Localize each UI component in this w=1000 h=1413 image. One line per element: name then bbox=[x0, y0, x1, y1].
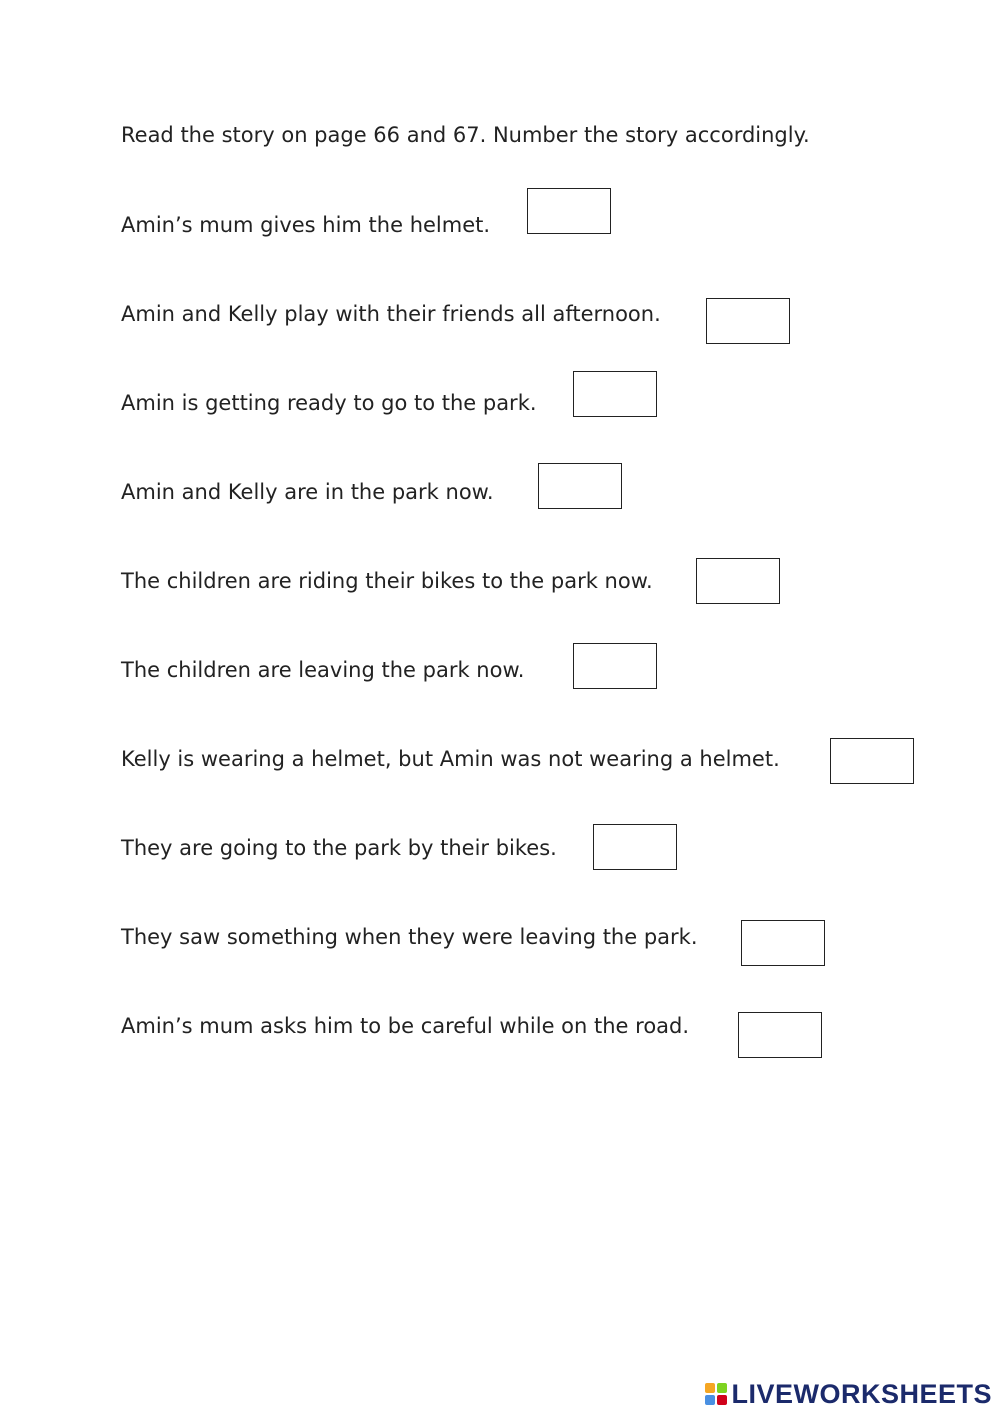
answer-box-10[interactable] bbox=[738, 1012, 822, 1058]
liveworksheets-logo-icon bbox=[705, 1383, 727, 1405]
logo-square-red bbox=[717, 1395, 727, 1405]
liveworksheets-footer bbox=[705, 1377, 992, 1411]
answer-box-9[interactable] bbox=[741, 920, 825, 966]
sentence-4: Amin and Kelly are in the park now. bbox=[121, 480, 494, 504]
answer-box-4[interactable] bbox=[538, 463, 622, 509]
sentence-7: Kelly is wearing a helmet, but Amin was not wearing a helmet. bbox=[121, 747, 780, 771]
sentence-3: Amin is getting ready to go to the park. bbox=[121, 391, 537, 415]
logo-square-blue bbox=[705, 1395, 715, 1405]
logo-square-orange bbox=[705, 1383, 715, 1393]
sentence-10: Amin’s mum asks him to be careful while on the road. bbox=[121, 1014, 690, 1038]
sentence-6: The children are leaving the park now. bbox=[121, 658, 525, 682]
instruction-text: Read the story on page 66 and 67. Number the story accordingly. bbox=[121, 123, 810, 147]
answer-box-2[interactable] bbox=[706, 298, 790, 344]
answer-box-7[interactable] bbox=[830, 738, 914, 784]
sentence-5: The children are riding their bikes to the park now. bbox=[121, 569, 653, 593]
sentence-1: Amin’s mum gives him the helmet. bbox=[121, 213, 491, 237]
answer-box-1[interactable] bbox=[527, 188, 611, 234]
sentence-2: Amin and Kelly play with their friends all afternoon. bbox=[121, 302, 661, 326]
answer-box-5[interactable] bbox=[696, 558, 780, 604]
logo-square-green bbox=[717, 1383, 727, 1393]
sentence-8: They are going to the park by their bikes. bbox=[121, 836, 557, 860]
answer-box-6[interactable] bbox=[573, 643, 657, 689]
answer-box-8[interactable] bbox=[593, 824, 677, 870]
liveworksheets-brand: LIVEWORKSHEETS bbox=[731, 1378, 992, 1409]
answer-box-3[interactable] bbox=[573, 371, 657, 417]
sentence-9: They saw something when they were leaving the park. bbox=[121, 925, 698, 949]
